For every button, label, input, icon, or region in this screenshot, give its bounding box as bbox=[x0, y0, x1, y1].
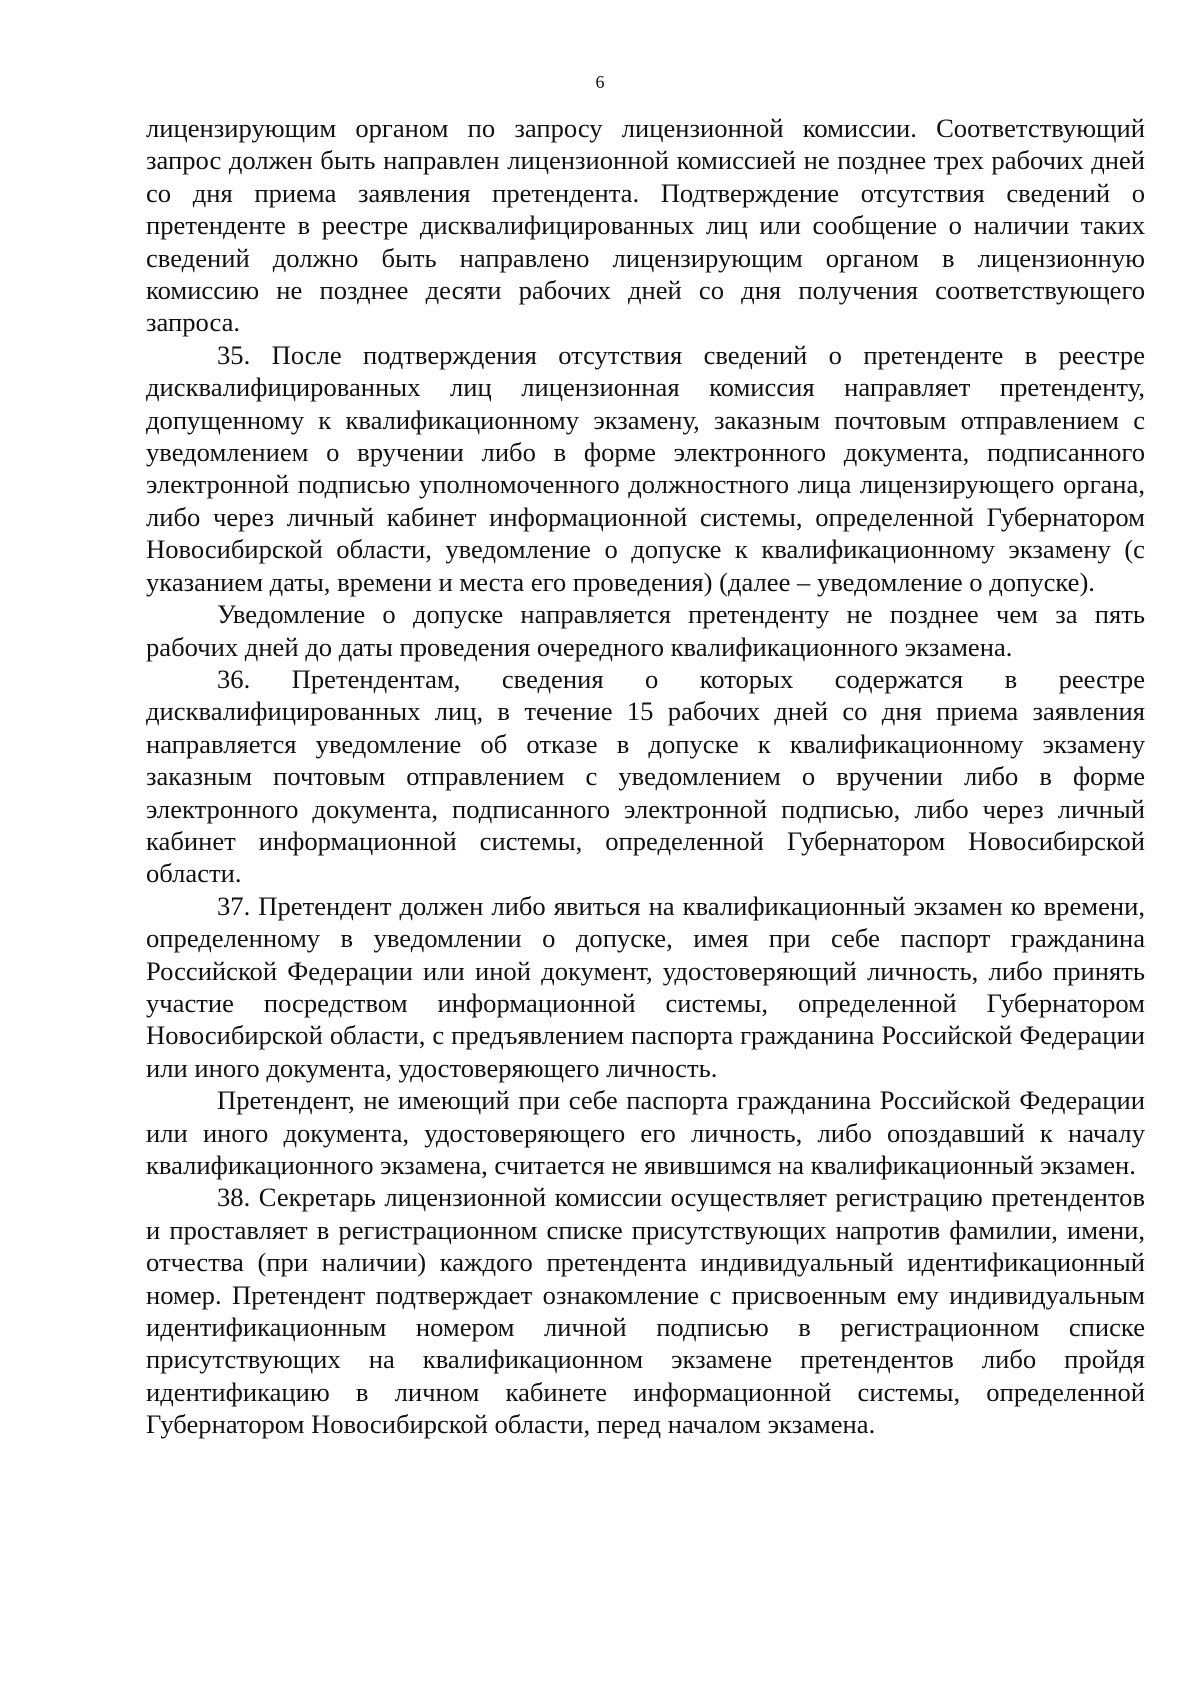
paragraph-item-37: 37. Претендент должен либо явиться на квалификационный экзамен ко времени, определенному в уведомлении о допуске, имея при себе паспорт гражданина Российской Федерации или иной документ, удостоверяющий личность, либо принять участие посредством информационной системы, определенной Губернатором Новосибирской области, с предъявлением паспорта гражданина Российской Федерации или иного документа, удостоверяющего личность. bbox=[146, 890, 1145, 1083]
paragraph-item-36: 36. Претендентам, сведения о которых содержатся в реестре дисквалифицированных лиц, в течение 15 рабочих дней со дня приема заявления направляется уведомление об отказе в допуске к квалификационному экзамену заказным почтовым отправлением с уведомлением о вручении либо в форме электронного документа, подписанного электронной подписью, либо через личный кабинет информационной системы, определенной Губернатором Новосибирской области. bbox=[146, 663, 1145, 889]
paragraph-absent-applicant: Претендент, не имеющий при себе паспорта гражданина Российской Федерации или иного документа, удостоверяющего его личность, либо опоздавший к началу квалификационного экзамена, считается не явившимся на квалификационный экзамен. bbox=[146, 1085, 1145, 1180]
paragraph-continuation: лицензирующим органом по запросу лицензионной комиссии. Соответствующий запрос должен быть направлен лицензионной комиссией не позднее трех рабочих дней со дня приема заявления претендента. Подтверждение отсутствия сведений о претенденте в реестре дисквалифицированных лиц или сообщение о наличии таких сведений должно быть направлено лицензирующим органом в лицензионную комиссию не позднее десяти рабочих дней со дня получения соответствующего запроса. bbox=[146, 113, 1145, 338]
paragraph-notice-deadline: Уведомление о допуске направляется претенденту не позднее чем за пять рабочих дней до даты проведения очередного квалификационного экзамена. bbox=[146, 599, 1145, 662]
document-body bbox=[146, 112, 1145, 1441]
paragraph-item-35: 35. После подтверждения отсутствия сведений о претенденте в реестре дисквалифицированных лиц лицензионная комиссия направляет претенденту, допущенному к квалификационному экзамену, заказным почтовым отправлением с уведомлением о вручении либо в форме электронного документа, подписанного электронной подписью уполномоченного должностного лица лицензирующего органа, либо через личный кабинет информационной системы, определенной Губернатором Новосибирской области, уведомление о допуске к квалификационному экзамену (с указанием даты, времени и места его проведения) (далее – уведомление о допуске). bbox=[146, 339, 1145, 597]
page-number: 6 bbox=[595, 72, 605, 92]
paragraph-item-38: 38. Секретарь лицензионной комиссии осуществляет регистрацию претендентов и проставляет в регистрационном списке присутствующих напротив фамилии, имени, отчества (при наличии) каждого претендента индивидуальный идентификационный номер. Претендент подтверждает ознакомление с присвоенным ему индивидуальным идентификационным номером личной подписью в регистрационном списке присутствующих на квалификационном экзамене претендентов либо пройдя идентификацию в личном кабинете информационной системы, определенной Губернатором Новосибирской области, перед началом экзамена. bbox=[146, 1182, 1145, 1440]
